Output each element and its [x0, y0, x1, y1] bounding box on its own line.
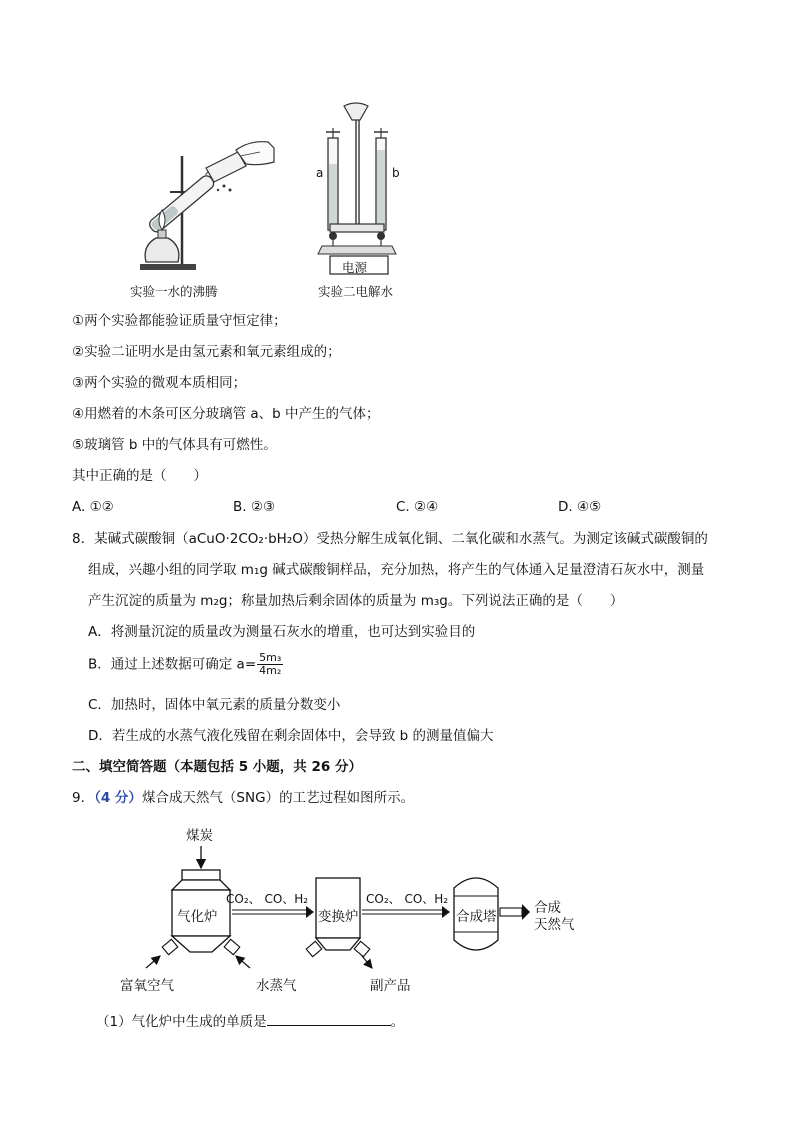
q9-coal-label: 煤炭 [186, 828, 213, 844]
q9-gas-label-2: CO₂、 CO、H₂ [366, 892, 449, 906]
q9-stem [72, 788, 414, 808]
q9-synthesis-tower-label: 合成塔 [456, 909, 497, 925]
q8-stem-line-1: 8．某碱式碳酸铜（aCuO·2CO₂·bH₂O）受热分解生成氧化铜、二氧化碳和水蒸气。为测定该碱式碳酸铜的 [72, 531, 708, 547]
q9-steam-label: 水蒸气 [256, 978, 297, 994]
q8-fraction-numerator: 5m₃ [259, 651, 282, 664]
tube-a-label: a [316, 166, 324, 180]
q7-statement-2: ②实验二证明水是由氢元素和氧元素组成的； [72, 344, 341, 360]
q7-option-a: A. ①② [72, 499, 114, 515]
q7-statement-3: ③两个实验的微观本质相同； [72, 375, 247, 391]
q7-statement-5: ⑤玻璃管 b 中的气体具有可燃性。 [72, 437, 277, 453]
q9-sub-question-1 [96, 1011, 404, 1032]
exp1-caption: 实验一水的沸腾 [130, 284, 218, 299]
q7-option-d: D. ④⑤ [558, 499, 602, 515]
q7-statement-4: ④用燃着的木条可区分玻璃管 a、b 中产生的气体； [72, 406, 380, 422]
section-2-heading: 二、填空简答题（本题包括 5 小题，共 26 分） [72, 759, 362, 775]
q8-option-b [88, 652, 283, 677]
q9-sub1-answer-blank[interactable] [267, 1011, 391, 1026]
q9-byproduct-label: 副产品 [370, 978, 411, 994]
q9-number: 9． [72, 790, 95, 806]
q9-stem-text: 煤合成天然气（SNG）的工艺过程如图所示。 [141, 790, 415, 806]
q8-fraction-denominator: 4m₂ [259, 664, 282, 677]
q9-gasifier-label: 气化炉 [177, 909, 218, 925]
q8-stem-line-3: 产生沉淀的质量为 m₂g；称量加热后剩余固体的质量为 m₃g。下列说法正确的是（ ） [88, 593, 624, 609]
q8-option-d: D．若生成的水蒸气液化残留在剩余固体中，会导致 b 的测量值偏大 [88, 728, 494, 744]
tube-b-label: b [392, 166, 400, 180]
q8-option-a: A．将测量沉淀的质量改为测量石灰水的增重，也可达到实验目的 [88, 624, 476, 640]
power-supply-label: 电源 [342, 260, 368, 275]
q7-statement-1: ①两个实验都能验证质量守恒定律； [72, 313, 287, 329]
q7-prompt: 其中正确的是（ ） [72, 468, 207, 484]
q9-product-label-2: 天然气 [534, 917, 575, 933]
q9-sub1-prefix: （1）气化炉中生成的单质是 [96, 1014, 267, 1030]
q8-stem-line-2: 组成，兴趣小组的同学取 m₁g 碱式碳酸铜样品，充分加热，将产生的气体通入足量澄清石灰水中，测量 [88, 562, 705, 578]
q8-fraction [257, 652, 283, 677]
q9-sub1-suffix: 。 [390, 1014, 405, 1030]
q9-oxygen-air-label: 富氧空气 [120, 978, 174, 994]
q7-option-b: B. ②③ [233, 499, 276, 515]
q9-gas-label-1: CO₂、 CO、H₂ [226, 892, 309, 906]
q9-product-label-1: 合成 [534, 900, 561, 916]
exp1-figure [128, 128, 278, 276]
q7-option-c: C. ②④ [396, 499, 439, 515]
q9-shift-furnace-label: 变换炉 [318, 909, 359, 925]
q9-points: （4 分） [94, 790, 142, 806]
q8-option-b-prefix: B．通过上述数据可确定 a= [88, 656, 257, 673]
exp2-caption: 实验二电解水 [318, 284, 394, 299]
exp2-figure [312, 100, 412, 276]
q8-option-c: C．加热时，固体中氧元素的质量分数变小 [88, 697, 341, 713]
